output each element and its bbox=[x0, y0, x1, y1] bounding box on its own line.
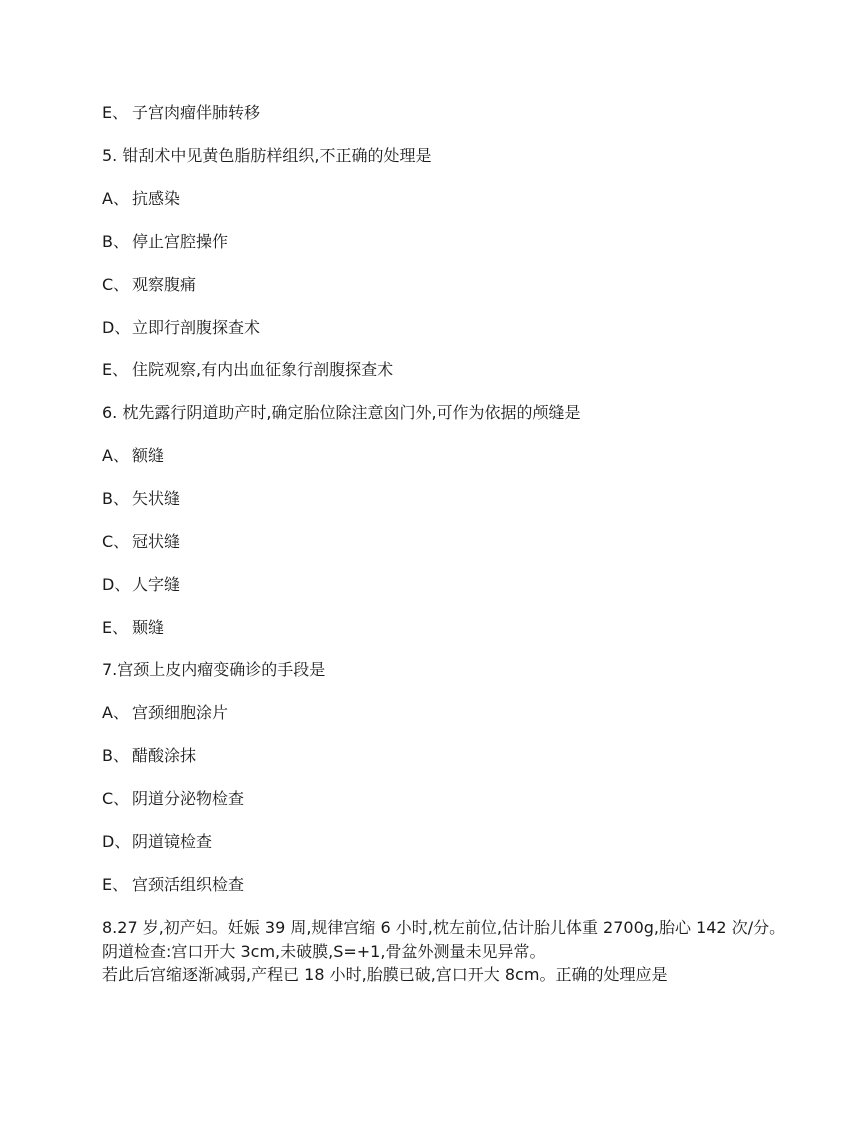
option-b bbox=[102, 488, 180, 510]
question-8-line-2: 阴道检查:宫口开大 3cm,未破膜,S=+1,骨盆外测量未见异常。 bbox=[102, 942, 546, 961]
option-e bbox=[102, 617, 164, 639]
option-letter: E、 bbox=[102, 360, 129, 379]
option-text: 抗感染 bbox=[132, 189, 181, 208]
question-5: 5. 钳刮术中见黄色脂肪样组织,不正确的处理是 bbox=[102, 146, 432, 165]
option-e bbox=[102, 102, 260, 124]
option-text: 矢状缝 bbox=[132, 489, 181, 508]
option-c bbox=[102, 531, 180, 553]
option-letter: E、 bbox=[102, 875, 129, 894]
option-letter: A、 bbox=[102, 446, 129, 465]
question-7: 7.宫颈上皮内瘤变确诊的手段是 bbox=[102, 660, 326, 679]
option-letter: C、 bbox=[102, 532, 130, 551]
option-text: 额缝 bbox=[132, 446, 165, 465]
option-text: 阴道分泌物检查 bbox=[132, 789, 245, 808]
option-text: 冠状缝 bbox=[132, 532, 181, 551]
option-e bbox=[102, 874, 244, 896]
option-a bbox=[102, 702, 228, 724]
option-text: 阴道镜检查 bbox=[132, 832, 213, 851]
question-6: 6. 枕先露行阴道助产时,确定胎位除注意囟门外,可作为依据的颅缝是 bbox=[102, 403, 581, 422]
option-letter: A、 bbox=[102, 703, 129, 722]
option-letter: E、 bbox=[102, 618, 129, 637]
option-letter: B、 bbox=[102, 489, 129, 508]
option-text: 住院观察,有内出血征象行剖腹探查术 bbox=[132, 360, 394, 379]
option-letter: B、 bbox=[102, 232, 129, 251]
option-letter: D、 bbox=[102, 575, 131, 594]
option-text: 停止宫腔操作 bbox=[132, 232, 229, 251]
option-d bbox=[102, 831, 212, 853]
option-c bbox=[102, 274, 196, 296]
option-b bbox=[102, 231, 228, 253]
option-text: 子宫肉瘤伴肺转移 bbox=[132, 103, 261, 122]
option-letter: A、 bbox=[102, 189, 129, 208]
option-letter: D、 bbox=[102, 318, 131, 337]
option-b bbox=[102, 745, 196, 767]
option-text: 醋酸涂抹 bbox=[132, 746, 197, 765]
option-a bbox=[102, 188, 180, 210]
option-letter: C、 bbox=[102, 789, 130, 808]
option-letter: B、 bbox=[102, 746, 129, 765]
option-letter: E、 bbox=[102, 103, 129, 122]
option-d bbox=[102, 574, 180, 596]
option-text: 宫颈细胞涂片 bbox=[132, 703, 229, 722]
option-letter: C、 bbox=[102, 275, 130, 294]
option-d bbox=[102, 317, 260, 339]
option-text: 立即行剖腹探查术 bbox=[132, 318, 261, 337]
option-e bbox=[102, 359, 393, 381]
option-text: 人字缝 bbox=[132, 575, 181, 594]
option-letter: D、 bbox=[102, 832, 131, 851]
option-text: 观察腹痛 bbox=[132, 275, 197, 294]
option-a bbox=[102, 445, 164, 467]
option-text: 颞缝 bbox=[132, 618, 165, 637]
question-8-line-1: 8.27 岁,初产妇。妊娠 39 周,规律宫缩 6 小时,枕左前位,估计胎儿体重 2700g,胎心 142 次/分。 bbox=[102, 918, 786, 937]
question-8-line-3: 若此后宫缩逐渐减弱,产程已 18 小时,胎膜已破,宫口开大 8cm。正确的处理应是 bbox=[102, 965, 668, 984]
option-c bbox=[102, 788, 244, 810]
option-text: 宫颈活组织检查 bbox=[132, 875, 245, 894]
